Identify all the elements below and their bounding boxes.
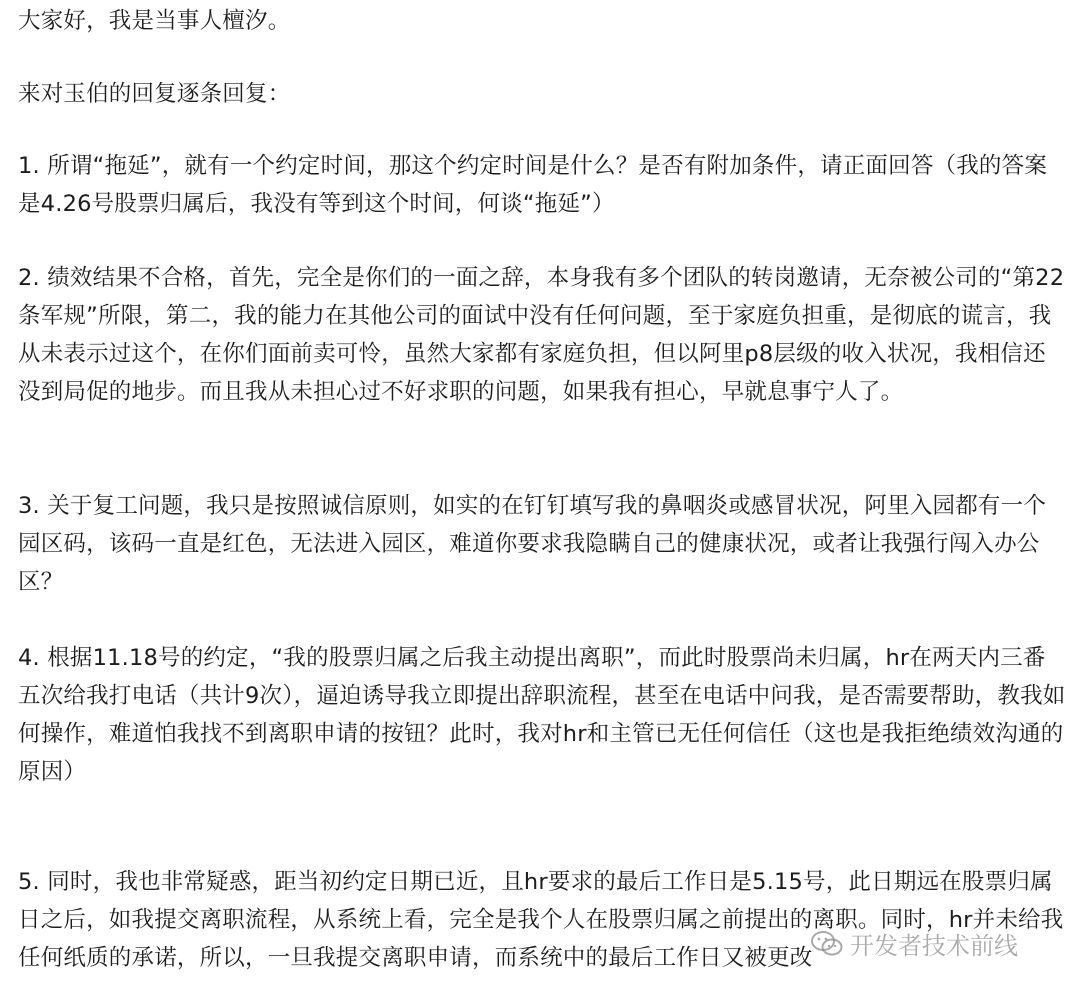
point-4-paragraph [18, 639, 1068, 791]
point-1-paragraph [18, 147, 1068, 223]
point-3-paragraph [18, 487, 1068, 601]
point-5-paragraph [18, 863, 1068, 977]
point-1-text: 1. 所谓“拖延”，就有一个约定时间，那这个约定时间是什么？是否有附加条件，请正面回答（我的答案是4.26号股票归属后，我没有等到这个时间，何谈“拖延”） [18, 153, 1048, 217]
intro-paragraph: 来对玉伯的回复逐条回复： [18, 81, 291, 107]
point-5-text: 5. 同时，我也非常疑惑，距当初约定日期已近，且hr要求的最后工作日是5.15号，此日期远在股票归属日之后，如我提交离职流程，从系统上看，完全是我个人在股票归属之前提出的离职。同时，hr并未给我任何纸质的承诺，所以，一旦我提交离职申请，而系统中的最后工作日又被更改 [18, 869, 1064, 971]
greeting-paragraph: 大家好，我是当事人檀汐。 [18, 8, 291, 34]
watermark-text: 开发者技术前线 [850, 932, 1018, 960]
point-3-text: 3. 关于复工问题，我只是按照诚信原则，如实的在钉钉填写我的鼻咽炎或感冒状况，阿里入园都有一个园区码，该码一直是红色，无法进入园区，难道你要求我隐瞒自己的健康状况，或者让我强行闯入办公区？ [18, 493, 1047, 595]
point-2-paragraph [18, 259, 1068, 411]
point-2-text: 2. 绩效结果不合格，首先，完全是你们的一面之辞，本身我有多个团队的转岗邀请，无奈被公司的“第22条军规”所限，第二，我的能力在其他公司的面试中没有任何问题，至于家庭负担重，是彻底的谎言，我从未表示过这个，在你们面前卖可怜，虽然大家都有家庭负担，但以阿里p8层级的收入状况，我相信还没到局促的地步。而且我从未担心过不好求职的问题，如果我有担心，早就息事宁人了。 [18, 265, 1065, 405]
bottom-edge [0, 984, 1080, 996]
point-4-text: 4. 根据11.18号的约定，“我的股票归属之后我主动提出离职”，而此时股票尚未归属，hr在两天内三番五次给我打电话（共计9次），逼迫诱导我立即提出辞职流程，甚至在电话中问我，是否需要帮助，教我如何操作，难道怕我找不到离职申请的按钮？此时，我对hr和主管已无任何信任（这也是我拒绝绩效沟通的原因） [18, 645, 1066, 785]
